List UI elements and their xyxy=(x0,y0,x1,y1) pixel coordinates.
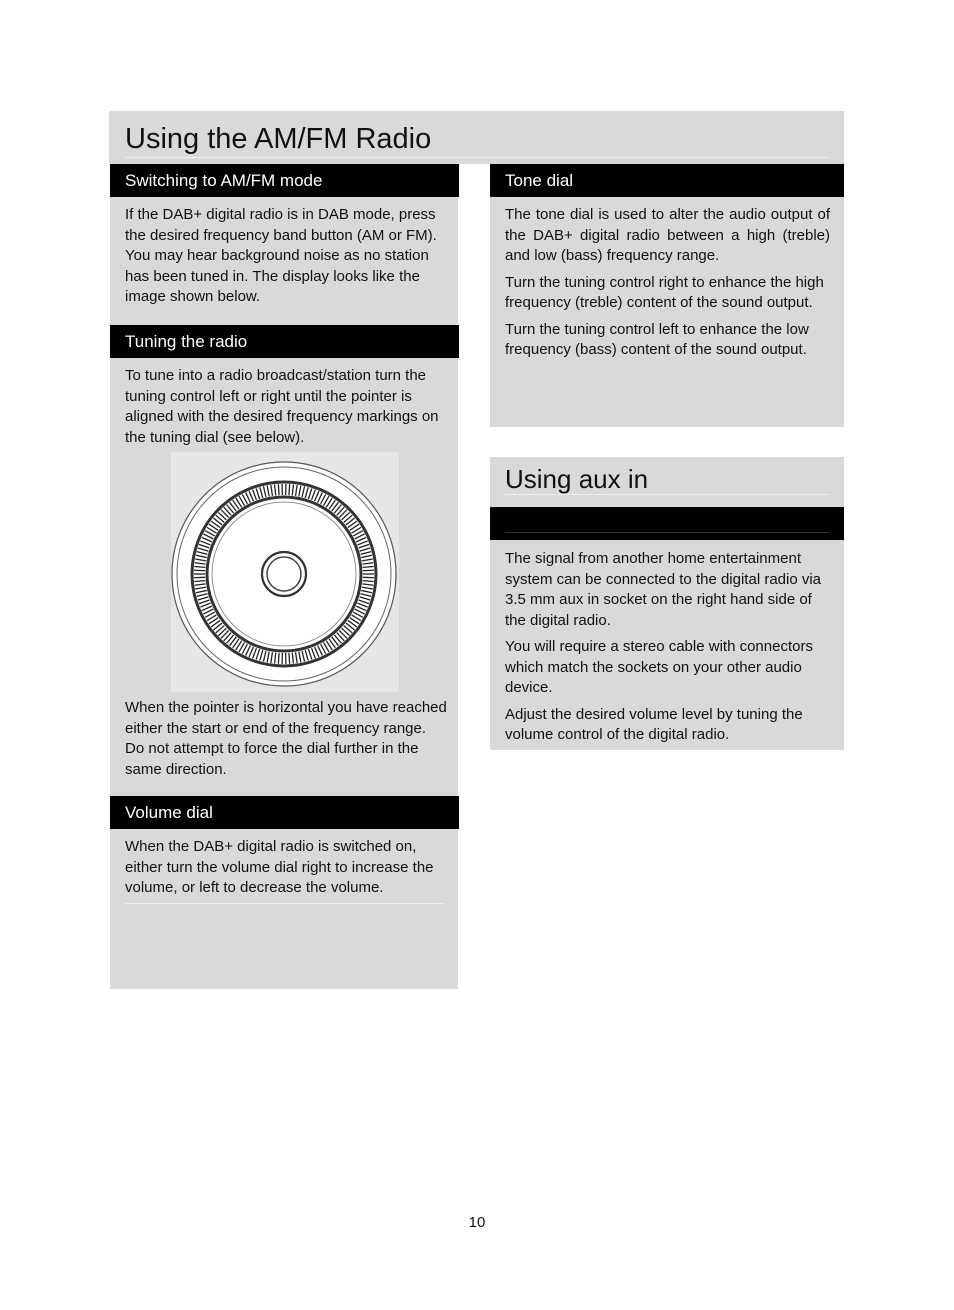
aux-paragraph-1: The signal from another home entertainment system can be connected to the digital radio via 3.5 mm aux in socket on the right hand side of the digital radio. xyxy=(505,550,822,629)
aux-paragraph-2: You will require a stereo cable with connectors which match the sockets on your other audio device. xyxy=(505,638,813,696)
tone-text xyxy=(505,205,830,367)
section-heading-volume: Volume dial xyxy=(110,796,459,829)
volume-rule xyxy=(125,903,445,904)
switching-text xyxy=(125,205,447,314)
tuning-paragraph: To tune into a radio broadcast/station turn the tuning control left or right until the pointer is aligned with the desired frequency markings on the tuning dial (see below). xyxy=(125,367,439,446)
tone-paragraph-3: Turn the tuning control left to enhance the low frequency (bass) content of the sound output. xyxy=(505,320,809,358)
aux-text xyxy=(505,549,830,752)
volume-paragraph: When the DAB+ digital radio is switched on, either turn the volume dial right to increase the volume, or left to decrease the volume. xyxy=(125,838,434,896)
aux-title: Using aux in xyxy=(505,464,649,494)
tone-paragraph-1: The tone dial is used to alter the audio output of the DAB+ digital radio between a high (treble) and low (bass) frequency range. xyxy=(505,206,830,264)
volume-text xyxy=(125,837,447,905)
tuning-dial-illustration xyxy=(171,452,399,692)
aux-black-bar xyxy=(490,507,844,540)
page-number: 10 xyxy=(468,1214,486,1231)
page-title: Using the AM/FM Radio xyxy=(125,123,432,155)
section-heading-tuning: Tuning the radio xyxy=(110,325,459,358)
tuning-after-paragraph: When the pointer is horizontal you have reached either the start or end of the frequency range. Do not attempt to force the dial further in the same direction. xyxy=(125,699,447,778)
aux-title-rule xyxy=(505,494,830,495)
section-heading-switching: Switching to AM/FM mode xyxy=(110,164,459,197)
tone-paragraph-2: Turn the tuning control right to enhance the high frequency (treble) content of the sound output. xyxy=(505,273,824,311)
switching-paragraph: If the DAB+ digital radio is in DAB mode, press the desired frequency band button (AM or FM). You may hear background noise as no station has been tuned in. The display looks like the image shown below. xyxy=(125,206,437,305)
title-rule xyxy=(125,157,830,158)
tuning-after-text xyxy=(125,698,447,786)
aux-bar-rule xyxy=(505,532,830,533)
tuning-text xyxy=(125,366,447,454)
section-heading-tone: Tone dial xyxy=(490,164,844,197)
aux-paragraph-3: Adjust the desired volume level by tuning the volume control of the digital radio. xyxy=(505,705,803,743)
tuning-dial-icon xyxy=(171,452,399,692)
